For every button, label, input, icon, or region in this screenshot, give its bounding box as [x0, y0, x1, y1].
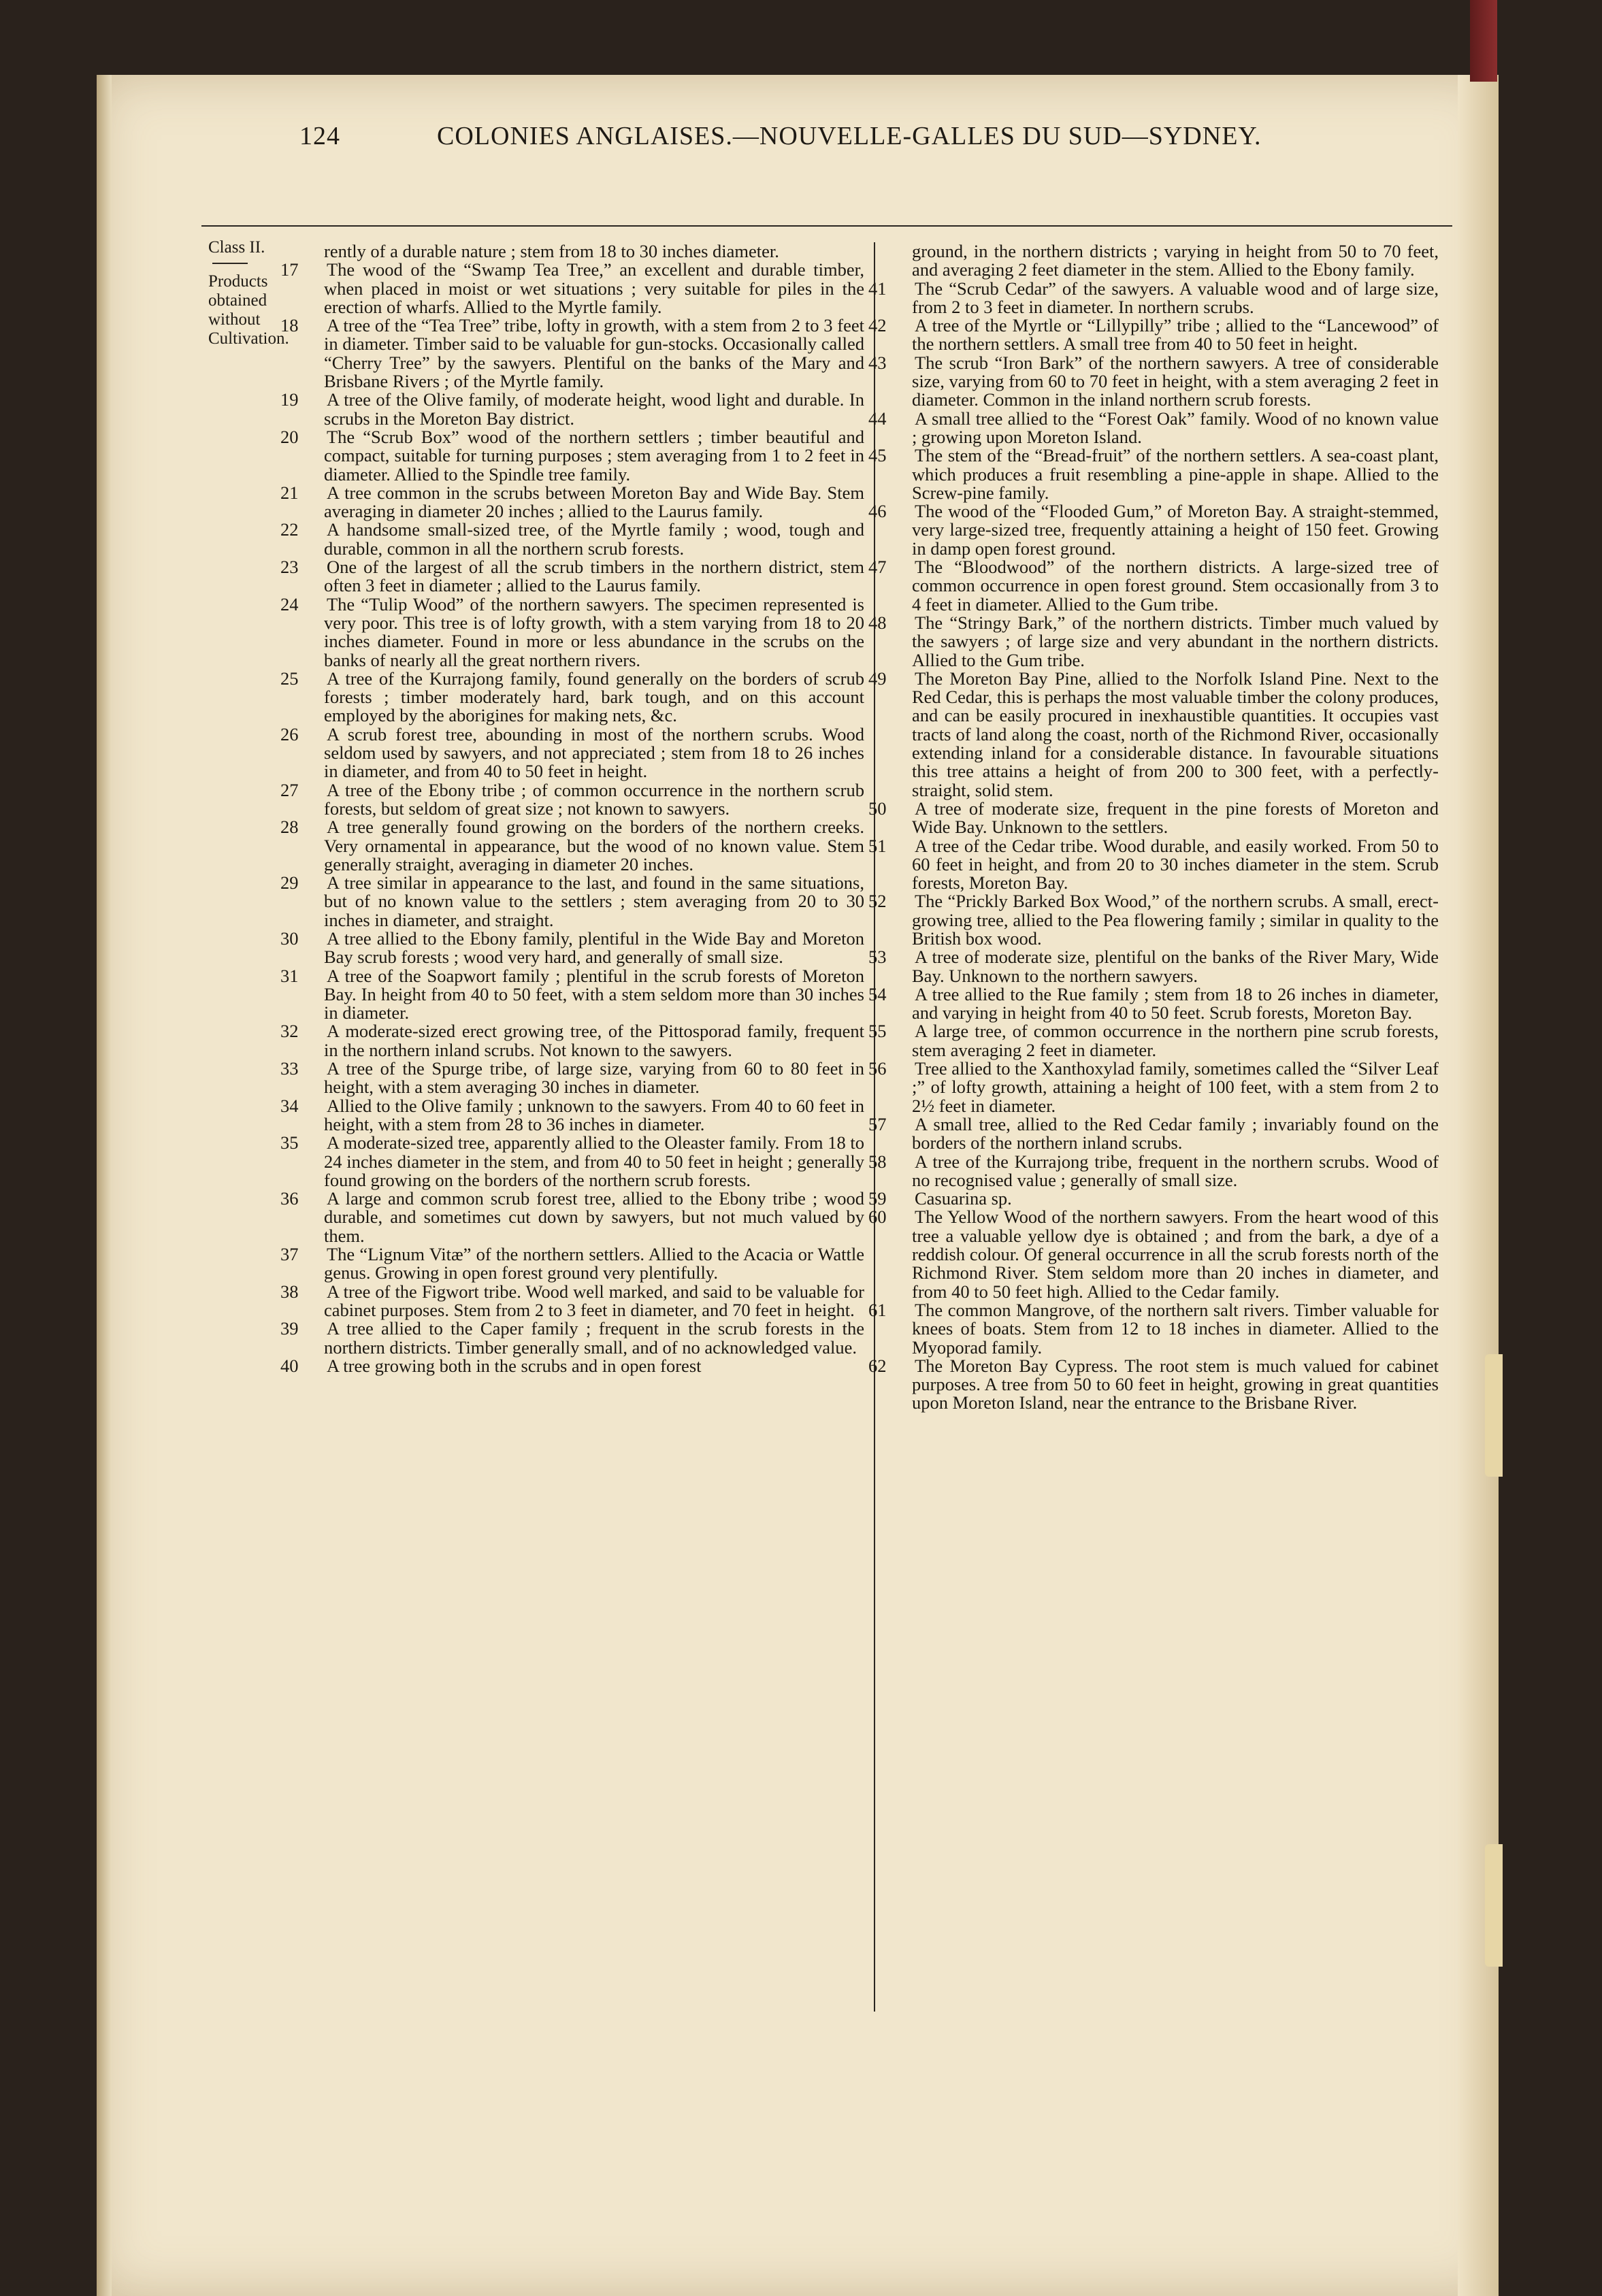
entry-number: 29	[280, 872, 299, 893]
catalogue-entry	[280, 1244, 864, 1283]
entry-number: 23	[280, 557, 299, 578]
catalogue-entry	[868, 557, 1439, 614]
catalogue-entry	[868, 315, 1439, 355]
entry-number: 59	[868, 1188, 887, 1209]
entry-text: The wood of the “Swamp Tea Tree,” an excellent and durable timber, when placed in moist or wet situations ; very suitable for piles in the erection of wharfs. Allied to the Myrtle family.	[324, 259, 864, 317]
entry-number: 25	[280, 668, 299, 689]
entry-text: A small tree allied to the “Forest Oak” family. Wood of no known value ; growing upon Moreton Island.	[912, 408, 1439, 447]
entry-number: 61	[868, 1299, 887, 1320]
catalogue-entry	[280, 1132, 864, 1190]
catalogue-entry	[868, 983, 1439, 1023]
catalogue-entry	[280, 872, 864, 930]
catalogue-entry	[868, 668, 1439, 800]
entry-text: The scrub “Iron Bark” of the northern sawyers. A tree of considerable size, varying from 60 to 70 feet in height, with a stem averaging 2 feet in diameter. Common in the inland northern scrub forests.	[912, 352, 1439, 410]
entry-text: A tree common in the scrubs between Moreton Bay and Wide Bay. Stem averaging in diameter 20 inches ; allied to the Laurus family.	[324, 482, 864, 522]
entry-number: 57	[868, 1113, 887, 1134]
entry-text: The “Scrub Box” wood of the northern settlers ; timber beautiful and compact, suitable for turning purposes ; stem averaging from 1 to 2 feet in diameter. Allied to the Spindle tree family.	[324, 426, 864, 485]
entry-number: 21	[280, 482, 299, 503]
entry-number: 43	[868, 352, 887, 373]
entry-number: 38	[280, 1281, 299, 1302]
entry-text: The “Scrub Cedar” of the sawyers. A valuable wood and of large size, from 2 to 3 feet in diameter. In northern scrubs.	[912, 278, 1439, 317]
entry-text: A moderate-sized erect growing tree, of the Pittosporad family, frequent in the northern inland scrubs. Not known to the sawyers.	[324, 1021, 864, 1060]
catalogue-entry	[280, 1318, 864, 1358]
catalogue-entry	[280, 315, 864, 392]
entry-text: A large tree, of common occurrence in the northern pine scrub forests, stem averaging 2 feet in diameter.	[912, 1021, 1439, 1060]
catalogue-entry	[868, 1151, 1439, 1190]
entry-text: A tree of the Figwort tribe. Wood well marked, and said to be valuable for cabinet purposes. Stem from 2 to 3 feet in diameter, and 70 feet in height.	[324, 1281, 864, 1320]
entry-number: 34	[280, 1095, 299, 1116]
entry-text: A tree of the Soapwort family ; plentiful in the scrub forests of Moreton Bay. In height from 40 to 50 feet, with a stem seldom more than 30 inches in diameter.	[324, 965, 864, 1023]
ribbon-bookmark	[1470, 0, 1497, 82]
entry-number: 58	[868, 1151, 887, 1172]
entry-number: 60	[868, 1207, 887, 1228]
entry-number: 44	[868, 408, 887, 429]
entry-text: A tree of the Cedar tribe. Wood durable, and easily worked. From 50 to 60 feet in height, and from 20 to 30 inches diameter in the stem. Scrub forests, Moreton Bay.	[912, 835, 1439, 893]
entry-text: A tree of the “Tea Tree” tribe, lofty in growth, with a stem from 2 to 3 feet in diameter. Timber said to be valuable for gun-stocks. Occasionally called “Cherry Tree” by the sawyers. Plentiful on the banks of the Mary and Brisbane Rivers ; of the Myrtle family.	[324, 315, 864, 392]
catalogue-entry	[868, 891, 1439, 949]
entry-text: A large and common scrub forest tree, allied to the Ebony tribe ; wood durable, and sometimes cut down by sawyers, but not much valued by them.	[324, 1188, 864, 1246]
catalogue-entry	[280, 668, 864, 726]
entry-number: 35	[280, 1132, 299, 1153]
entry-text: The stem of the “Bread-fruit” of the northern settlers. A sea-coast plant, which produces a fruit resembling a pine-apple in shape. Allied to the Screw-pine family.	[912, 445, 1439, 503]
page-number: 124	[299, 122, 340, 150]
catalogue-entry	[280, 593, 864, 670]
entry-text: A moderate-sized tree, apparently allied to the Oleaster family. From 18 to 24 inches diameter in the stem, and from 40 to 50 feet in height ; generally found growing on the borders of the northern scrub forests.	[324, 1132, 864, 1190]
entry-text: The Yellow Wood of the northern sawyers. From the heart wood of this tree a valuable yellow dye is obtained ; and from the bark, a dye of a reddish colour. Of general occurrence in all the scrub forests north of the Richmond River. Stem seldom more than 20 inches in diameter, and from 40 to 50 feet high. Allied to the Cedar family.	[912, 1207, 1439, 1302]
entry-number: 26	[280, 723, 299, 744]
entry-number: 28	[280, 817, 299, 838]
catalogue-entry	[868, 352, 1439, 410]
catalogue-entry	[868, 612, 1439, 670]
entry-text: One of the largest of all the scrub timbers in the northern district, stem often 3 feet in diameter ; allied to the Laurus family.	[324, 557, 864, 596]
entry-number: 55	[868, 1021, 887, 1042]
entry-number: 48	[868, 612, 887, 633]
catalogue-entry	[280, 1021, 864, 1060]
entry-number: 39	[280, 1318, 299, 1339]
entry-text: A tree allied to the Ebony family, plentiful in the Wide Bay and Moreton Bay scrub forests ; wood very hard, and generally of small size.	[324, 928, 864, 968]
entry-text: A tree of moderate size, plentiful on the banks of the River Mary, Wide Bay. Unknown to the northern sawyers.	[912, 947, 1439, 986]
entry-text: Casuarina sp.	[915, 1188, 1012, 1209]
catalogue-entry	[868, 1058, 1439, 1116]
entry-number: 30	[280, 928, 299, 949]
catalogue-entry	[868, 1113, 1439, 1153]
entry-text: A tree growing both in the scrubs and in open forest	[327, 1355, 702, 1376]
entry-text: A tree generally found growing on the borders of the northern creeks. Very ornamental in appearance, but the wood of no known value. Stem generally straight, averaging in diameter 20 inches.	[324, 817, 864, 874]
entry-number: 20	[280, 426, 299, 447]
entry-text: The Moreton Bay Cypress. The root stem is much valued for cabinet purposes. A tree from 50 to 60 feet in height, growing in great quantities upon Moreton Island, near the entrance to the Brisbane River.	[912, 1355, 1439, 1413]
entry-number: 45	[868, 445, 887, 466]
entry-text: A tree of the Ebony tribe ; of common occurrence in the northern scrub forests, but seldom of great size ; not known to sawyers.	[324, 779, 864, 819]
entry-text: A handsome small-sized tree, of the Myrtle family ; wood, tough and durable, common in all the northern scrub forests.	[324, 519, 864, 559]
left-column	[280, 241, 864, 1376]
entry-number: 33	[280, 1058, 299, 1079]
entry-number: 32	[280, 1021, 299, 1042]
entry-number: 27	[280, 779, 299, 800]
catalogue-entry	[868, 1355, 1439, 1413]
catalogue-entry	[280, 426, 864, 485]
entry-text: A small tree, allied to the Red Cedar family ; invariably found on the borders of the northern inland scrubs.	[912, 1113, 1439, 1153]
catalogue-entry	[280, 928, 864, 968]
entry-number: 24	[280, 593, 299, 614]
entry-number: 22	[280, 519, 299, 540]
entry-text: Allied to the Olive family ; unknown to the sawyers. From 40 to 60 feet in height, with a stem from 28 to 36 inches in diameter.	[324, 1095, 864, 1134]
catalogue-entry	[280, 965, 864, 1023]
entry-number: 41	[868, 278, 887, 299]
entry-text: A tree allied to the Rue family ; stem from 18 to 26 inches in diameter, and varying in height from 40 to 50 feet. Scrub forests, Moreton Bay.	[912, 983, 1439, 1023]
subject-label: Products obtained without Cultivation.	[208, 272, 289, 348]
catalogue-entry	[868, 798, 1439, 838]
catalogue-entry	[868, 1188, 1439, 1209]
catalogue-entry	[868, 947, 1439, 986]
entry-number: 47	[868, 557, 887, 578]
entry-text: A tree of the Kurrajong tribe, frequent in the northern scrubs. Wood of no recognised value ; generally of small size.	[912, 1151, 1439, 1190]
page-title: COLONIES ANGLAISES.—NOUVELLE-GALLES DU SUD—SYDNEY.	[437, 122, 1262, 150]
catalogue-entry	[280, 723, 864, 782]
entry-number: 51	[868, 835, 887, 856]
entry-number: 36	[280, 1188, 299, 1209]
catalogue-entry	[868, 278, 1439, 317]
entry-text: The “Prickly Barked Box Wood,” of the northern scrubs. A small, erect-growing tree, allied to the Pea flowering family ; similar in quality to the British box wood.	[912, 891, 1439, 949]
entry-text: A tree similar in appearance to the last, and found in the same situations, but of no known value to the settlers ; stem averaging from 20 to 30 inches in diameter, and straight.	[324, 872, 864, 930]
margin-rule	[212, 263, 248, 264]
entry-text: A tree of the Spurge tribe, of large size, varying from 60 to 80 feet in height, with a stem averaging 30 inches in diameter.	[324, 1058, 864, 1098]
catalogue-entry	[868, 1021, 1439, 1060]
catalogue-entry	[280, 779, 864, 819]
entry-number: 42	[868, 315, 887, 336]
entry-text: A tree allied to the Caper family ; frequent in the scrub forests in the northern districts. Timber generally small, and of no acknowledged value.	[324, 1318, 864, 1358]
catalogue-entry	[280, 482, 864, 522]
entry-number: 53	[868, 947, 887, 968]
header-rule	[201, 225, 1452, 227]
catalogue-entry	[280, 519, 864, 559]
entry-text: The Moreton Bay Pine, allied to the Norfolk Island Pine. Next to the Red Cedar, this is perhaps the most valuable timber the colony produces, and can be easily procured in inexhaustible quantities. It occupies vast tracts of land along the coast, north of the Richmond River, occasionally extending inland for a considerable distance. In favourable situations this tree attains a height of from 200 to 300 feet, with a perfectly-straight, solid stem.	[912, 668, 1439, 800]
entry-number: 18	[280, 315, 299, 336]
entry-number: 62	[868, 1355, 887, 1376]
catalogue-entry	[280, 1281, 864, 1320]
page-gutter	[97, 75, 112, 2296]
catalogue-entry	[280, 817, 864, 874]
class-label: Class II.	[208, 238, 265, 257]
catalogue-entry	[868, 501, 1439, 559]
entry-text: A tree of moderate size, frequent in the pine forests of Moreton and Wide Bay. Unknown to the settlers.	[912, 798, 1439, 838]
catalogue-entry	[280, 1095, 864, 1134]
entry-number: 50	[868, 798, 887, 819]
entry-number: 31	[280, 965, 299, 986]
right-column	[868, 241, 1439, 1413]
entry-number: 19	[280, 389, 299, 410]
catalogue-entry	[280, 259, 864, 317]
catalogue-entry	[868, 835, 1439, 893]
entry-number: 17	[280, 259, 299, 280]
entry-text: rently of a durable nature ; stem from 18 to 30 inches diameter.	[324, 241, 779, 261]
catalogue-entry	[868, 1207, 1439, 1302]
entry-text: The “Tulip Wood” of the northern sawyers. The specimen represented is very poor. This tree is of lofty growth, with a stem varying from 18 to 20 inches diameter. Found in more or less abundance in the scrubs on the banks of nearly all the great northern rivers.	[324, 593, 864, 670]
catalogue-entry	[280, 1355, 864, 1376]
entry-text: A tree of the Kurrajong family, found generally on the borders of scrub forests ; timber moderately hard, bark tough, and on this account employed by the aborigines for making nets, &c.	[324, 668, 864, 726]
entry-number: 46	[868, 501, 887, 522]
page-tab	[1485, 1844, 1503, 1967]
entry-text: The wood of the “Flooded Gum,” of Moreton Bay. A straight-stemmed, very large-sized tree, frequently attaining a height of 150 feet. Growing in damp open forest ground.	[912, 501, 1439, 559]
catalogue-entry	[868, 408, 1439, 447]
catalogue-entry	[280, 1188, 864, 1246]
entry-text: A tree of the Olive family, of moderate height, wood light and durable. In scrubs in the Moreton Bay district.	[324, 389, 864, 429]
page-tab	[1485, 1354, 1503, 1477]
catalogue-entry	[868, 445, 1439, 503]
catalogue-entry	[299, 242, 864, 261]
catalogue-entry	[868, 1299, 1439, 1358]
entry-number: 54	[868, 983, 887, 1004]
entry-number: 56	[868, 1058, 887, 1079]
entry-text: The “Stringy Bark,” of the northern districts. Timber much valued by the sawyers ; of large size and very abundant in the northern districts. Allied to the Gum tribe.	[912, 612, 1439, 670]
catalogue-entry	[887, 242, 1439, 280]
catalogue-entry	[280, 557, 864, 596]
catalogue-entry	[280, 389, 864, 429]
entry-number: 40	[280, 1355, 299, 1376]
entry-number: 52	[868, 891, 887, 912]
catalogue-entry	[280, 1058, 864, 1098]
entry-text: The “Bloodwood” of the northern districts. A large-sized tree of common occurrence in open forest ground. Stem occasionally from 3 to 4 feet in diameter. Allied to the Gum tribe.	[912, 557, 1439, 614]
entry-text: Tree allied to the Xanthoxylad family, sometimes called the “Silver Leaf ;” of lofty growth, attaining a height of 100 feet, with a stem from 2 to 2½ feet in diameter.	[912, 1058, 1439, 1116]
entry-number: 37	[280, 1244, 299, 1265]
entry-number: 49	[868, 668, 887, 689]
entry-text: ground, in the northern districts ; varying in height from 50 to 70 feet, and averaging 2 feet diameter in the stem. Allied to the Ebony family.	[912, 241, 1439, 280]
entry-text: The common Mangrove, of the northern salt rivers. Timber valuable for knees of boats. Stem from 12 to 18 inches in diameter. Allied to the Myoporad family.	[912, 1299, 1439, 1358]
entry-text: A tree of the Myrtle or “Lillypilly” tribe ; allied to the “Lancewood” of the northern settlers. A small tree from 40 to 50 feet in height.	[912, 315, 1439, 355]
entry-text: The “Lignum Vitæ” of the northern settlers. Allied to the Acacia or Wattle genus. Growing in open forest ground very plentifully.	[324, 1244, 864, 1283]
entry-text: A scrub forest tree, abounding in most of the northern scrubs. Wood seldom used by sawyers, and not appreciated ; stem from 18 to 26 inches in diameter, and from 40 to 50 feet in height.	[324, 723, 864, 782]
